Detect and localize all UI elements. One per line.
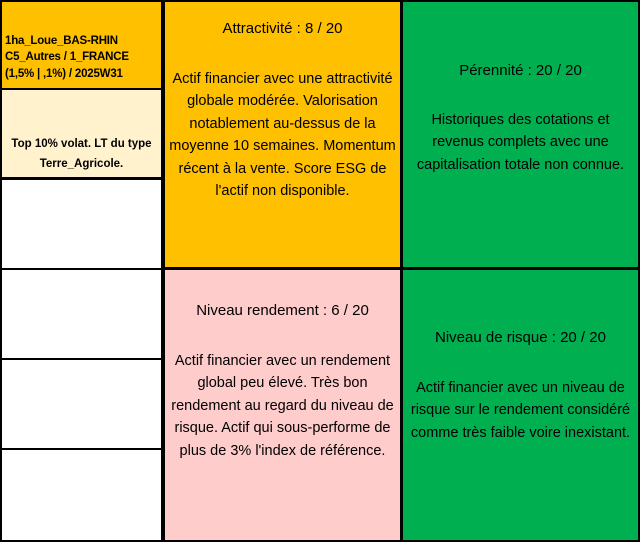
rendement-heading: Niveau rendement : 6 / 20 <box>196 302 369 319</box>
volatility-note: Top 10% volat. LT du type Terre_Agricole. <box>11 138 152 170</box>
empty-cell-4 <box>0 449 163 542</box>
empty-cell-1 <box>0 179 163 269</box>
rendement-body: Actif financier avec un rendement global peu élevé. Très bon rendement au regard du niveau de risque. Actif qui sous-performe de plus de 3% l'index de référence. <box>171 352 394 459</box>
perennite-heading: Pérennité : 20 / 20 <box>459 62 582 79</box>
perennite-cell <box>401 0 640 269</box>
attractivite-heading: Attractivité : 8 / 20 <box>222 20 343 37</box>
attractivite-cell <box>163 0 402 269</box>
risque-heading: Niveau de risque : 20 / 20 <box>435 329 606 346</box>
risque-cell <box>401 268 640 542</box>
perennite-body: Historiques des cotations et revenus complets avec une capitalisation totale non connue. <box>416 111 625 173</box>
empty-cell-2 <box>0 269 163 359</box>
attractivite-body: Actif financier avec une attractivité globale modérée. Valorisation notablement au-dessus de la moyenne 10 semaines. Momentum récent à la vente. Score ESG de l'actif non disponible. <box>169 70 396 199</box>
asset-title-cell <box>0 0 163 90</box>
rendement-cell <box>163 268 402 542</box>
volatility-note-cell <box>0 90 163 179</box>
empty-cell-3 <box>0 359 163 449</box>
risque-body: Actif financier avec un niveau de risque sur le rendement considéré comme très faible voire inexistant. <box>410 379 631 441</box>
asset-title: 1ha_Loue_BAS-RHIN C5_Autres / 1_FRANCE (1,5% | ,1%) / 2025W31 <box>5 34 129 80</box>
